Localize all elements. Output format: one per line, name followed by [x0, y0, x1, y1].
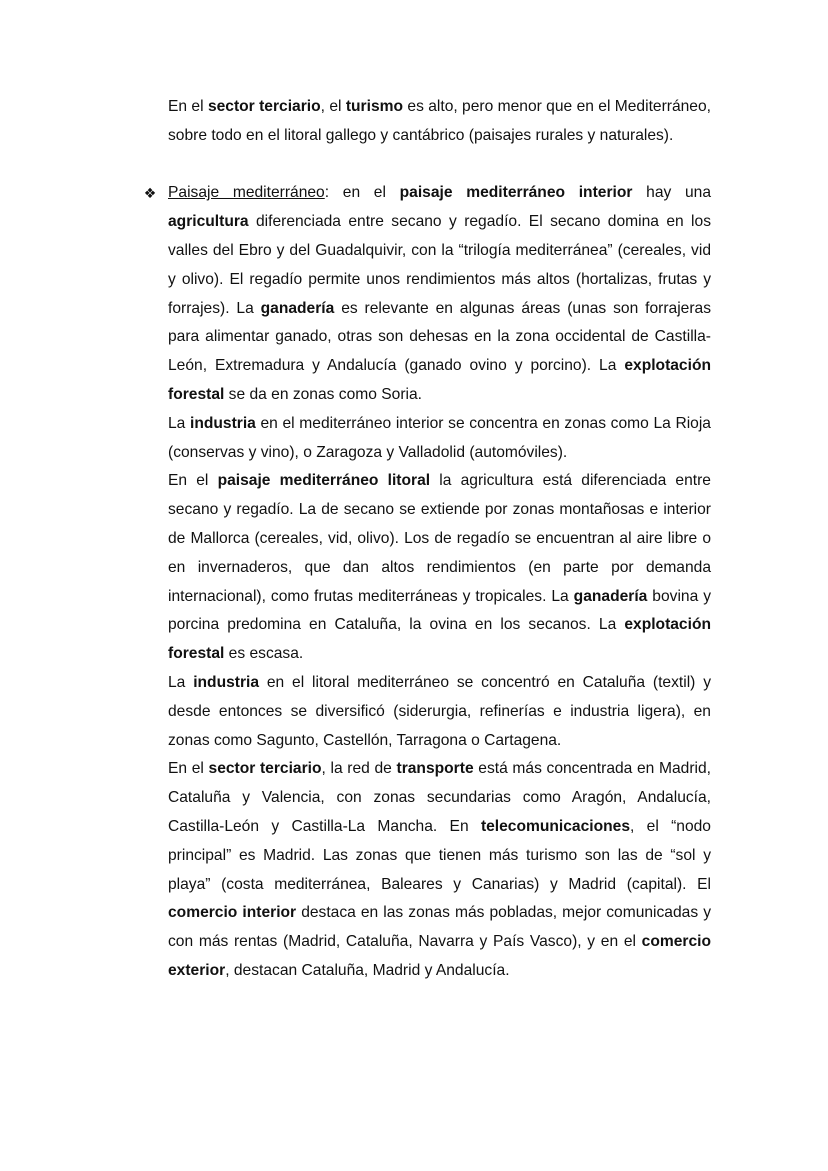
bold-term: transporte [396, 760, 474, 778]
bold-term: ganadería [573, 587, 648, 605]
text-run: hay una [632, 184, 712, 202]
text-run: diferenciada entre secano y regadío. El secano domina en los valles del Ebro y del Guadalquivir, con la “trilogía mediterránea” (cereales, vid y olivo). El regadío permite unos rendimientos más altos (hortalizas, frutas y forrajes). La [168, 213, 711, 317]
paragraph-atlantic-tertiary [168, 93, 711, 151]
text-run: En el [168, 760, 209, 778]
bullet-item-mediterranean [143, 179, 712, 409]
bold-term: comercio exterior [168, 933, 711, 979]
text-run: : en el [324, 184, 400, 202]
text-run: está más concentrada en Madrid, Cataluña y Valencia, con zonas secundarias como Aragón, Andalucía, Castilla-León y Castilla-La Mancha. En [168, 760, 711, 835]
text-run: es relevante en algunas áreas (unas son forrajeras para alimentar ganado, otras son dehesas en la zona occidental de Castilla-León, Extremadura y Andalucía (ganado ovino y porcino). La [168, 299, 711, 375]
bold-term: turismo [345, 98, 404, 115]
bold-term: comercio interior [168, 904, 297, 922]
bold-term: ganadería [260, 299, 335, 317]
text-run: , el [320, 98, 346, 115]
section-heading: Paisaje mediterráneo [168, 184, 325, 202]
bold-term: paisaje mediterráneo litoral [217, 472, 431, 490]
bold-term: agricultura [168, 213, 249, 231]
text-run: La [168, 673, 194, 691]
text-run: En el [168, 98, 208, 115]
text-run: la agricultura está diferenciada entre secano y regadío. La de secano se extiende por zonas montañosas e interior de Mallorca (cereales, vid, olivo). Los de regadío se encuentran al aire libre o en invernaderos, que dan altos rendimientos (en parte por demanda internacional), como frutas mediterráneas y tropicales. La [168, 472, 711, 605]
paragraph-coastal-industry [168, 669, 711, 755]
bold-term: sector terciario [207, 98, 321, 115]
diamond-bullet-icon: ❖ [143, 185, 157, 202]
document-page [143, 93, 712, 986]
bold-term: sector terciario [208, 760, 322, 778]
text-run: , destacan Cataluña, Madrid y Andalucía. [225, 961, 510, 979]
bold-term: industria [193, 673, 260, 691]
text-run: bovina y porcina predomina en Cataluña, la ovina en los secanos. La [168, 587, 712, 634]
bold-term: explotación forestal [168, 616, 711, 663]
bold-term: explotación forestal [168, 357, 711, 403]
paragraph-interior-industry [168, 410, 711, 468]
paragraph-mediterranean-coastal [168, 467, 711, 669]
paragraph-spacer [168, 151, 711, 180]
text-run: La [168, 414, 190, 432]
bold-term: paisaje mediterráneo interior [399, 184, 633, 202]
text-run: destaca en las zonas más pobladas, mejor comunicadas y con más rentas (Madrid, Cataluña, Navarra y País Vasco), y en el [168, 904, 711, 951]
text-run: se da en zonas como Soria. [224, 385, 422, 403]
text-run: es escasa. [224, 645, 304, 663]
text-run: , el “nodo principal” es Madrid. Las zonas que tienen más turismo son las de “sol y playa” (costa mediterránea, Baleares y Canarias) y Madrid (capital). El [168, 817, 711, 893]
paragraph-mediterranean-tertiary [168, 755, 711, 985]
text-run: En el [168, 472, 218, 490]
text-run: en el litoral mediterráneo se concentró en Cataluña (textil) y desde entonces se diversificó (siderurgia, refinerías e industria ligera), en zonas como Sagunto, Castellón, Tarragona o Cartagena. [168, 673, 711, 749]
bold-term: industria [190, 414, 256, 432]
text-run: en el mediterráneo interior se concentra en zonas como La Rioja (conservas y vino), o Zaragoza y Valladolid (automóviles). [168, 414, 711, 461]
text-run: es alto, pero menor que en el Mediterráneo, sobre todo en el litoral gallego y cantábrico (paisajes rurales y naturales). [168, 98, 711, 144]
bold-term: telecomunicaciones [480, 817, 630, 835]
paragraph-mediterranean-interior [168, 179, 711, 409]
text-run: , la red de [321, 760, 397, 778]
